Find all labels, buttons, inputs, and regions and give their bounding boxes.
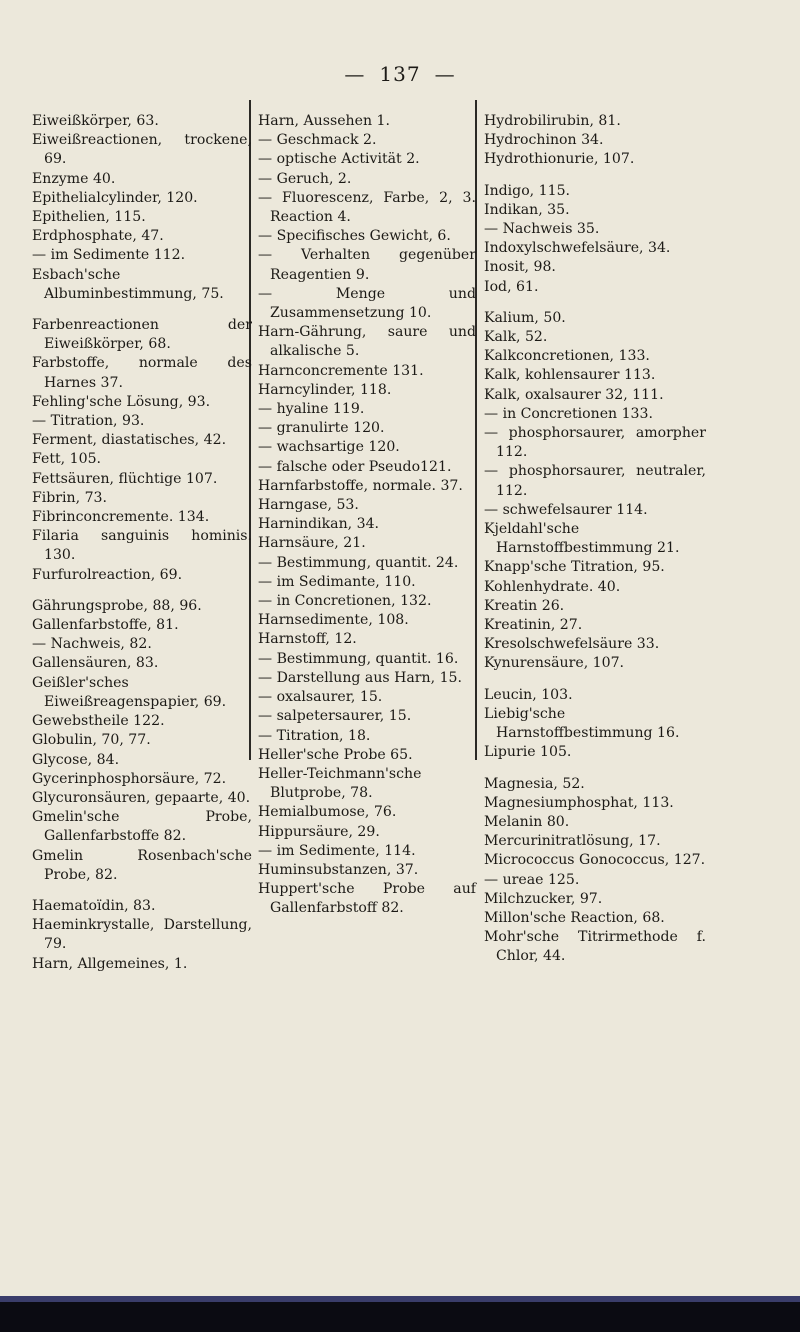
index-entry: Fehling'sche Lösung, 93. [32,393,211,410]
index-entry: Haematoïdin, 83. [32,897,156,914]
index-entry: Magnesiumphosphat, 113. [484,794,674,811]
index-entry: Fett, 105. [32,451,102,468]
index-entry: Harnsäure, 21. [258,535,366,552]
index-entry: Lipurie 105. [484,744,572,761]
index-entry: Harncylinder, 118. [258,381,392,398]
index-entry: — falsche oder Pseudo121. [258,458,452,475]
index-entry: Glycuronsäuren, gepaarte, 40. [32,789,251,806]
index-entry: Inosit, 98. [484,259,556,276]
index-entry: Mohr'sche Titrirmethode f. Chlor, 44. [484,929,706,965]
index-entry: Erdphosphate, 47. [32,228,164,245]
index-entry: — Bestimmung, quantit. 24. [258,554,459,571]
index-entry: Harngase, 53. [258,497,359,514]
index-entry: — salpetersaurer, 15. [258,708,412,725]
index-entry: Glycose, 84. [32,751,120,768]
index-entry: — Bestimmung, quantit. 16. [258,650,459,667]
index-column-3 [484,112,706,967]
index-entry: — Geschmack 2. [258,132,377,149]
index-entry: Hippursäure, 29. [258,823,380,840]
index-entry: Hydrobilirubin, 81. [484,113,621,129]
index-entry: — wachsartige 120. [258,439,400,456]
index-entry: — Fluorescenz, Farbe, 2, 3. Reaction 4. [258,189,476,226]
index-entry: Harnsedimente, 108. [258,612,409,629]
index-entry: Fibrinconcremente. 134. [32,509,210,526]
index-entry: — oxalsaurer, 15. [258,689,383,706]
index-entry: — hyaline 119. [258,401,365,418]
index-entry: Leucin, 103. [484,686,573,703]
index-entry: Kreatinin, 27. [484,617,583,634]
index-entry: Gmelin Rosenbach'sche Probe, 82. [32,847,252,883]
index-entry: — schwefelsaurer 114. [484,501,648,518]
index-entry: Harnindikan, 34. [258,516,380,533]
index-entry: — Nachweis 35. [484,221,600,238]
index-entry: — im Sedimente, 114. [258,842,416,859]
index-entry: Harnfarbstoffe, normale. 37. [258,477,463,494]
index-entry: Eiweißreactionen, trockene, 69. [32,132,252,168]
index-entry: — optische Activität 2. [258,151,420,168]
page-number-value: 137 [379,62,421,86]
index-entry: Kynurensäure, 107. [484,655,625,672]
index-entry: Iod, 61. [484,278,539,295]
index-entry: Indoxylschwefelsäure, 34. [484,240,671,257]
index-entry: Farbstoffe, normale des Harnes 37. [32,355,252,391]
index-entry: Harn, Allgemeines, 1. [32,955,188,972]
index-entry: Gallensäuren, 83. [32,655,159,672]
index-entry: Kalk, oxalsaurer 32, 111. [484,386,664,403]
scan-bottom-edge [0,1302,800,1332]
index-entry: — Titration, 18. [258,727,371,744]
index-entry: — Geruch, 2. [258,170,352,187]
index-entry: — granulirte 120. [258,420,385,437]
index-entry: — ureae 125. [484,871,580,888]
index-entry: Milchzucker, 97. [484,890,603,907]
index-entry: Haeminkrystalle, Darstellung, 79. [32,917,252,953]
index-entry: Enzyme 40. [32,170,116,187]
index-entry: Epithelien, 115. [32,209,146,226]
index-entry: Heller'sche Probe 65. [258,746,413,763]
index-entry: — phosphorsaurer, neutraler, 112. [484,463,706,499]
page-number-dash-left: — [344,62,366,86]
index-entry: Gährungsprobe, 88, 96. [32,597,202,614]
index-entry: Esbach'sche Albuminbestimmung, 75. [32,266,224,302]
index-entry: Farbenreactionen der Eiweißkörper, 68. [32,317,252,353]
index-entry: Epithelialcylinder, 120. [32,189,198,206]
index-entry: Harn-Gährung, saure und alkalische 5. [258,324,476,360]
index-entry: Kohlenhydrate. 40. [484,578,621,595]
index-entry: — Titration, 93. [32,413,145,430]
index-entry: Kalium, 50. [484,309,566,326]
index-entry: — im Sedimante, 110. [258,573,416,590]
index-entry: — Verhalten gegenüber Reagentien 9. [258,247,476,283]
index-entry: — Menge und Zusammensetzung 10. [258,285,476,322]
index-entry: Melanin 80. [484,813,570,830]
index-entry: Indikan, 35. [484,201,570,218]
index-entry: — Nachweis, 82. [32,636,152,653]
index-entry: Fibrin, 73. [32,489,108,506]
index-entry: Indigo, 115. [484,182,571,199]
index-column-1 [32,112,252,974]
index-entry: Micrococcus Gonococcus, 127. [484,852,706,869]
index-entry: Furfurolreaction, 69. [32,566,183,583]
index-entry: Gmelin'sche Probe, Gallenfarbstoffe 82. [32,809,252,845]
index-entry: Knapp'sche Titration, 95. [484,559,665,576]
index-entry: Huppert'sche Probe auf Gallenfarbstoff 82. [258,881,476,917]
index-entry: — Specifisches Gewicht, 6. [258,228,451,245]
index-entry: Harnconcremente 131. [258,362,424,379]
index-entry: Heller-Teichmann'sche Blutprobe, 78. [258,765,422,802]
index-entry: Ferment, diastatisches, 42. [32,432,227,449]
index-entry: Hemialbumose, 76. [258,804,397,821]
index-entry: Kalk, kohlensaurer 113. [484,367,656,384]
index-entry: Gallenfarbstoffe, 81. [32,617,179,634]
index-entry: Liebig'sche Harnstoffbestimmung 16. [484,705,680,742]
index-entry: Harn, Aussehen 1. [258,113,390,129]
index-entry: Hydrothionurie, 107. [484,151,635,168]
index-entry: — in Concretionen, 132. [258,593,432,610]
page-number-dash-right: — [434,62,456,86]
index-entry: Huminsubstanzen, 37. [258,861,419,878]
index-entry: Kresolschwefelsäure 33. [484,636,660,653]
index-entry: Fettsäuren, flüchtige 107. [32,470,218,487]
index-entry: Globulin, 70, 77. [32,732,151,749]
index-entry: Kalk, 52. [484,329,548,346]
page-number [0,62,800,86]
index-entry: Millon'sche Reaction, 68. [484,909,665,926]
index-entry: — phosphorsaurer, amorpher 112. [484,425,706,461]
index-entry: Geißler'sches Eiweißreagenspapier, 69. [32,674,227,710]
index-entry: Kalkconcretionen, 133. [484,348,650,365]
index-entry: Mercurinitratlösung, 17. [484,833,661,850]
index-entry: — im Sedimente 112. [32,247,186,264]
index-entry: Harnstoff, 12. [258,631,357,648]
index-entry: Eiweißkörper, 63. [32,113,159,129]
index-entry: Kreatin 26. [484,597,565,614]
index-entry: Magnesia, 52. [484,775,585,792]
index-entry: — in Concretionen 133. [484,405,653,422]
index-entry: — Darstellung aus Harn, 15. [258,669,462,686]
index-column-2 [258,112,476,919]
index-entry: Hydrochinon 34. [484,132,604,149]
index-entry: Filaria sanguinis hominis. 130. [32,528,252,564]
index-entry: Gycerinphosphorsäure, 72. [32,770,227,787]
index-entry: Kjeldahl'sche Harnstoffbestimmung 21. [484,521,680,557]
index-entry: Gewebstheile 122. [32,713,165,730]
